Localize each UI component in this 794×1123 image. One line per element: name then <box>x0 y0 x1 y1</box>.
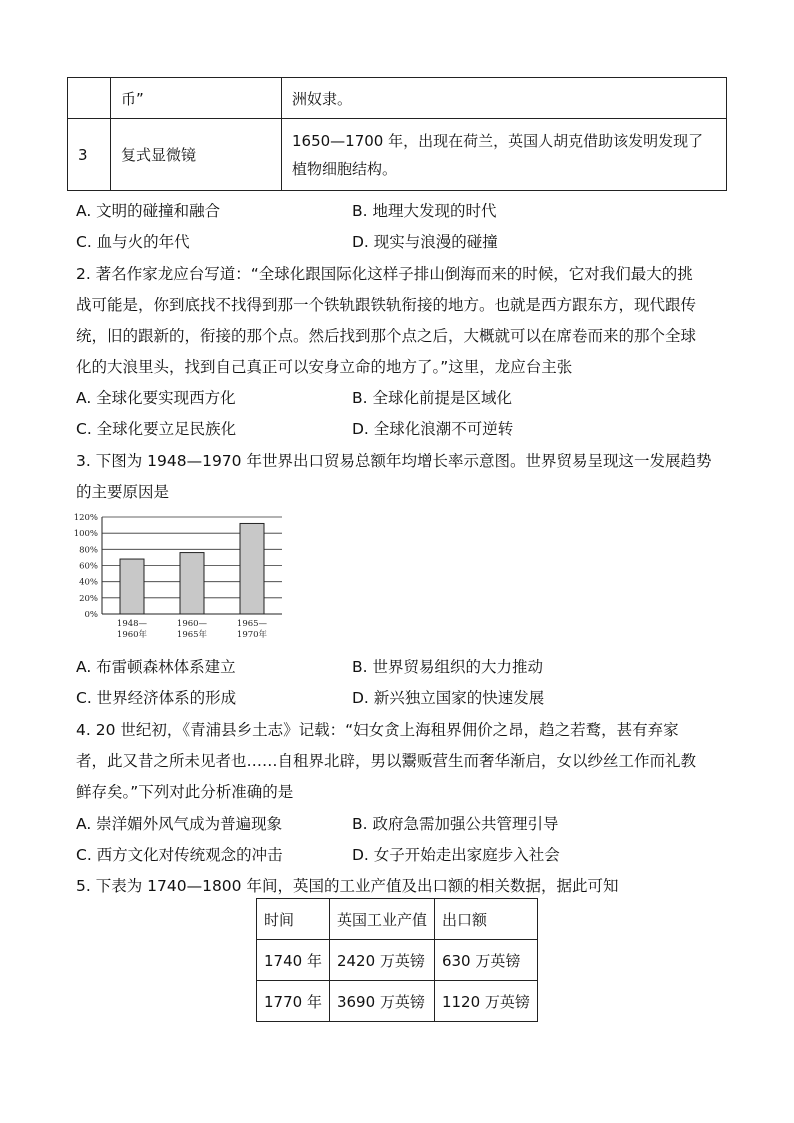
y-tick-label: 20% <box>79 593 98 604</box>
q2-option-a: A. 全球化要实现西方化 <box>76 389 236 407</box>
header-time: 时间 <box>257 899 330 940</box>
q1-option-a: A. 文明的碰撞和融合 <box>76 202 221 220</box>
q3-option-d: D. 新兴独立国家的快速发展 <box>352 689 545 707</box>
x-tick-label: 1960年 <box>116 630 148 640</box>
row-name: 复式显微镜 <box>111 119 282 191</box>
q3-stem-line: 的主要原因是 <box>76 483 170 501</box>
y-tick-label: 0% <box>84 610 98 620</box>
q5-stem-line: 5. 下表为 1740—1800 年间，英国的工业产值及出口额的相关数据，据此可知 <box>76 877 619 895</box>
x-tick-label: 1965— <box>236 619 268 629</box>
bar <box>180 553 204 614</box>
x-tick-label: 1960— <box>176 619 208 629</box>
bar <box>120 559 144 614</box>
y-tick-label: 100% <box>73 529 98 540</box>
q2-option-d: D. 全球化浪潮不可逆转 <box>352 420 514 438</box>
q4-option-b: B. 政府急需加强公共管理引导 <box>352 815 559 833</box>
table-row <box>257 981 538 1022</box>
q2-option-c: C. 全球化要立足民族化 <box>76 420 237 438</box>
y-tick-label: 80% <box>79 545 98 556</box>
row-number: 3 <box>68 119 111 191</box>
q1-option-b: B. 地理大发现的时代 <box>352 202 497 220</box>
cell: 2420 万英镑 <box>329 940 434 981</box>
cell: 1120 万英镑 <box>434 981 537 1022</box>
q2-stem-line: 化的大浪里头，找到自己真正可以安身立命的地方了。”这里，龙应台主张 <box>76 358 573 376</box>
q4-stem-line: 鲜存矣。”下列对此分析准确的是 <box>76 783 294 801</box>
q2-stem-line: 战可能是，你到底找不找得到那一个铁轨跟铁轨衔接的地方。也就是西方跟东方，现代跟传 <box>76 296 697 314</box>
cell: 3690 万英镑 <box>329 981 434 1022</box>
q3-option-a: A. 布雷顿森林体系建立 <box>76 658 236 676</box>
q2-option-b: B. 全球化前提是区域化 <box>352 389 512 407</box>
y-tick-label: 120% <box>73 513 98 523</box>
cell: 1770 年 <box>257 981 330 1022</box>
x-tick-label: 1970年 <box>236 630 268 640</box>
chart-bars <box>120 523 264 614</box>
q2-stem-line: 统，旧的跟新的，衔接的那个点。然后找到那个点之后，大概就可以在席卷而来的那个全球 <box>76 327 697 345</box>
table-header-row <box>257 899 538 940</box>
q4-option-a: A. 崇洋媚外风气成为普遍现象 <box>76 815 283 833</box>
cell: 1740 年 <box>257 940 330 981</box>
q1-option-d: D. 现实与浪漫的碰撞 <box>352 233 498 251</box>
trade-data-table <box>256 898 538 1022</box>
x-tick-label: 1965年 <box>176 630 208 640</box>
table-row <box>257 940 538 981</box>
row-description: 洲奴隶。 <box>282 78 727 119</box>
q2-stem-line: 2. 著名作家龙应台写道：“全球化跟国际化这样子排山倒海而来的时候，它对我们最大的挑 <box>76 265 693 283</box>
trade-growth-bar-chart <box>60 510 290 645</box>
q4-option-d: D. 女子开始走出家庭步入社会 <box>352 846 560 864</box>
q4-option-c: C. 西方文化对传统观念的冲击 <box>76 846 283 864</box>
y-tick-label: 40% <box>79 577 98 588</box>
q4-stem-line: 4. 20 世纪初，《青浦县乡土志》记载：“妇女贪上海租界佣价之昂，趋之若鹜，甚有弃家 <box>76 721 679 739</box>
table-row <box>68 119 727 191</box>
header-output: 英国工业产值 <box>329 899 434 940</box>
q1-option-c: C. 血与火的年代 <box>76 233 190 251</box>
q3-option-b: B. 世界贸易组织的大力推动 <box>352 658 543 676</box>
header-export: 出口额 <box>434 899 537 940</box>
row-name: 币” <box>111 78 282 119</box>
q4-stem-line: 者，此又昔之所未见者也……自租界北辟，男以鬻贩营生而奢华渐启，女以纱丝工作而礼教 <box>76 752 697 770</box>
row-number <box>68 78 111 119</box>
table-row <box>68 78 727 119</box>
x-tick-label: 1948— <box>116 619 148 629</box>
y-tick-label: 60% <box>79 561 98 572</box>
chart-labels <box>74 513 268 640</box>
row-description: 1650—1700 年，出现在荷兰，英国人胡克借助该发明发现了 植物细胞结构。 <box>282 119 727 191</box>
cell: 630 万英镑 <box>434 940 537 981</box>
q3-stem-line: 3. 下图为 1948—1970 年世界出口贸易总额年均增长率示意图。世界贸易呈现这一发展趋势 <box>76 452 712 470</box>
inventions-table <box>67 77 727 191</box>
bar <box>240 523 264 614</box>
q3-option-c: C. 世界经济体系的形成 <box>76 689 237 707</box>
